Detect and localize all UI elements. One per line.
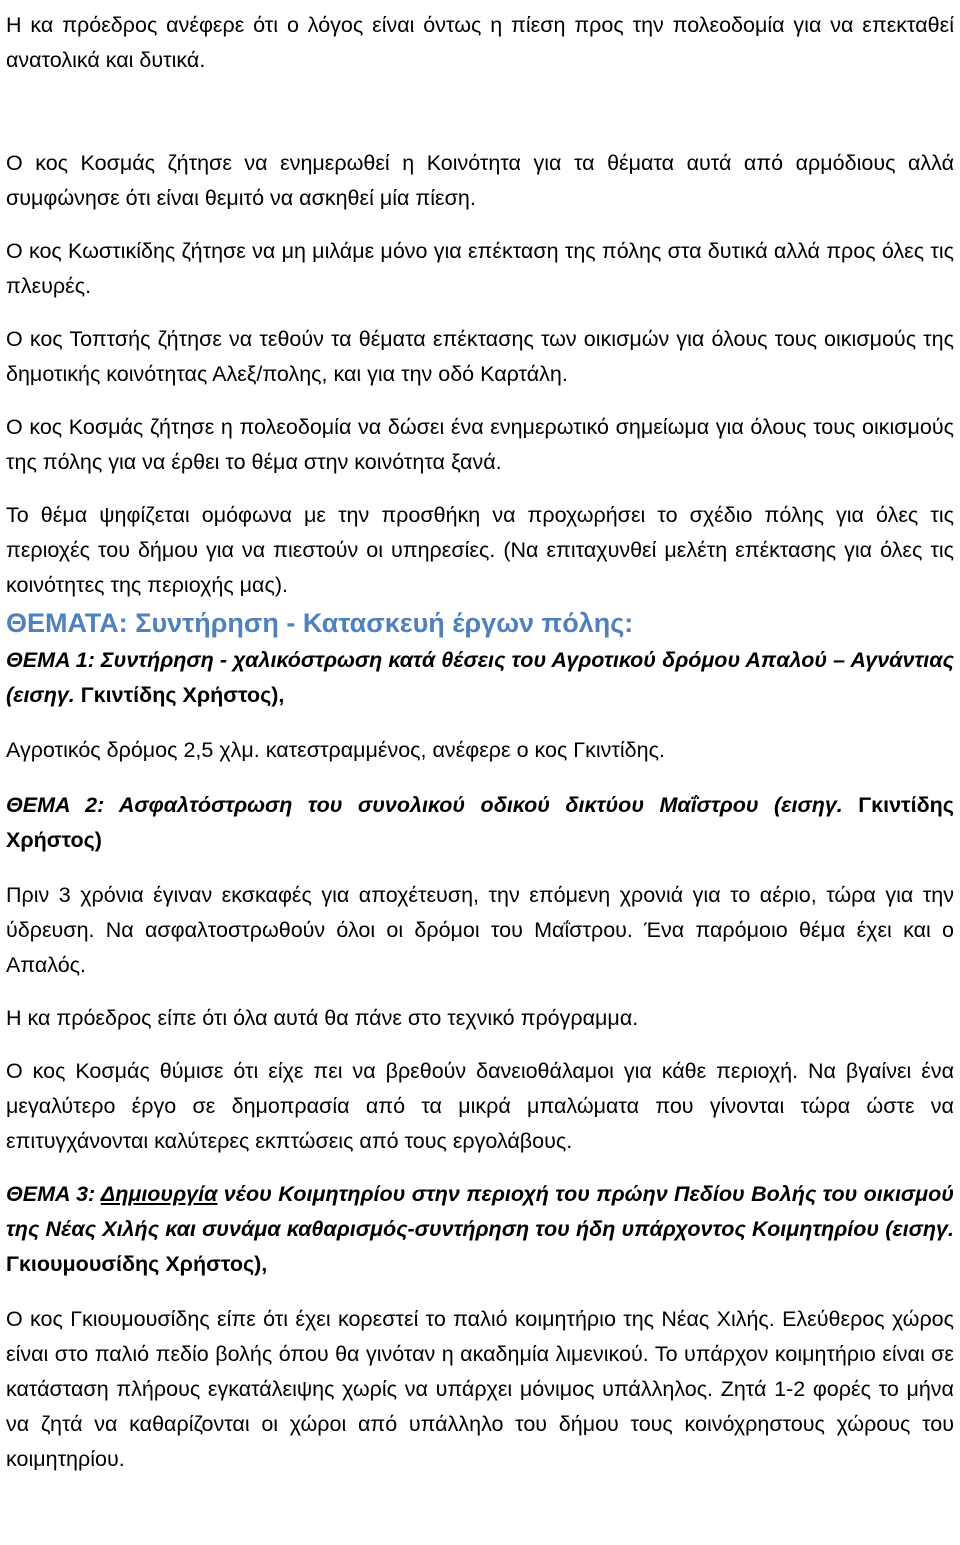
topic-3-prefix: ΘΕΜΑ 3: (6, 1182, 101, 1206)
paragraph-vote: Το θέμα ψηφίζεται ομόφωνα με την προσθήκη να προχωρήσει το σχέδιο πόλης για όλες τις περιοχές του δήμου για να πιεστούν οι υπηρεσίες. (Να επιταχυνθεί μελέτη επέκτασης για όλες τις κοινότητες της περιοχής μας). (6, 503, 954, 597)
paragraph-kosmas-inform: Ο κος Κοσμάς ζήτησε να ενημερωθεί η Κοινότητα για τα θέματα αυτά από αρμόδιους αλλά συμφώνησε ότι είναι θεμιτό να ασκηθεί μία πίεση. (6, 151, 954, 210)
topic-3-underlined-word: Δημιουργία (100, 1182, 218, 1206)
topic-2-body-president: Η κα πρόεδρος είπε ότι όλα αυτά θα πάνε στο τεχνικό πρόγραμμα. (6, 1006, 639, 1030)
topic-3-rapporteur: Γκιουμουσίδης Χρήστος), (6, 1252, 268, 1276)
topic-1-rapporteur: Γκιντίδης Χρήστος), (74, 683, 285, 707)
topic-3-heading (6, 1177, 954, 1282)
topic-3-body: Ο κος Γκιουμουσίδης είπε ότι έχει κορεστεί το παλιό κοιμητήριο της Νέας Χιλής. Ελεύθερος χώρος είναι στο παλιό πεδίο βολής όπου θα γινόταν η ακαδημία λιμενικού. Το υπάρχον κοιμητήριο είναι σε κατάσταση πλήρους εγκατάλειψης χωρίς να υπάρχει μόνιμος υπάλληλος. Ζητά 1-2 φορές το μήνα να ζητά να καθαρίζονται οι χώροι από υπάλληλο του δήμου τους κοινόχρηστους χώρους του κοιμητηρίου. (6, 1307, 954, 1471)
paragraph-kostikidis: Ο κος Κωστικίδης ζήτησε να μη μιλάμε μόνο για επέκταση της πόλης στα δυτικά αλλά προς όλες τις πλευρές. (6, 239, 954, 298)
paragraph-toptsis: Ο κος Τοπτσής ζήτησε να τεθούν τα θέματα επέκτασης των οικισμών για όλους τους οικισμούς της δημοτικής κοινότητας Αλεξ/πολης, και για την οδό Καρτάλη. (6, 327, 954, 386)
topic-3-title: νέου Κοιμητηρίου στην περιοχή του πρώην Πεδίου Βολής του οικισμού της Νέας Χιλής και συνάμα καθαρισμός-συντήρηση του ήδη υπάρχοντος Κοιμητηρίου (εισηγ. (6, 1182, 954, 1241)
topic-1-heading (6, 643, 954, 713)
paragraph-president-pressure: Η κα πρόεδρος ανέφερε ότι ο λόγος είναι όντως η πίεση προς την πολεοδομία για να επεκταθεί ανατολικά και δυτικά. (6, 13, 954, 72)
topic-2-heading (6, 788, 954, 858)
topic-2-title: ΘΕΜΑ 2: Ασφαλτόστρωση του συνολικού οδικού δικτύου Μαΐστρου (εισηγ. (6, 793, 843, 817)
topic-2-rapporteur: Γκιντίδης Χρήστος) (6, 793, 954, 852)
section-title: ΘΕΜΑΤΑ: Συντήρηση - Κατασκευή έργων πόλης: (6, 608, 634, 638)
topic-2-body-excavations: Πριν 3 χρόνια έγιναν εκσκαφές για αποχέτευση, την επόμενη χρονιά για το αέριο, τώρα για την ύδρευση. Να ασφαλτοστρωθούν όλοι οι δρόμοι του Μαΐστρου. Ένα παρόμοιο θέμα έχει και ο Απαλός. (6, 883, 954, 977)
topic-2-body-kosmas: Ο κος Κοσμάς θύμισε ότι είχε πει να βρεθούν δανειοθάλαμοι για κάθε περιοχή. Να βγαίνει ένα μεγαλύτερο έργο σε δημοπρασία από τα μικρά μπαλώματα που γίνονται τώρα ώστε να επιτυγχάνονται καλύτερες εκπτώσεις από τους εργολάβους. (6, 1059, 954, 1153)
paragraph-kosmas-memo: Ο κος Κοσμάς ζήτησε η πολεοδομία να δώσει ένα ενημερωτικό σημείωμα για όλους τους οικισμούς της πόλης για να έρθει το θέμα στην κοινότητα ξανά. (6, 415, 954, 474)
topic-1-title: ΘΕΜΑ 1: Συντήρηση - χαλικόστρωση κατά θέσεις του Αγροτικού δρόμου Απαλού – Αγνάντιας (εισηγ. (6, 648, 954, 707)
topic-1-body: Αγροτικός δρόμος 2,5 χλμ. κατεστραμμένος, ανέφερε ο κος Γκιντίδης. (6, 738, 665, 762)
